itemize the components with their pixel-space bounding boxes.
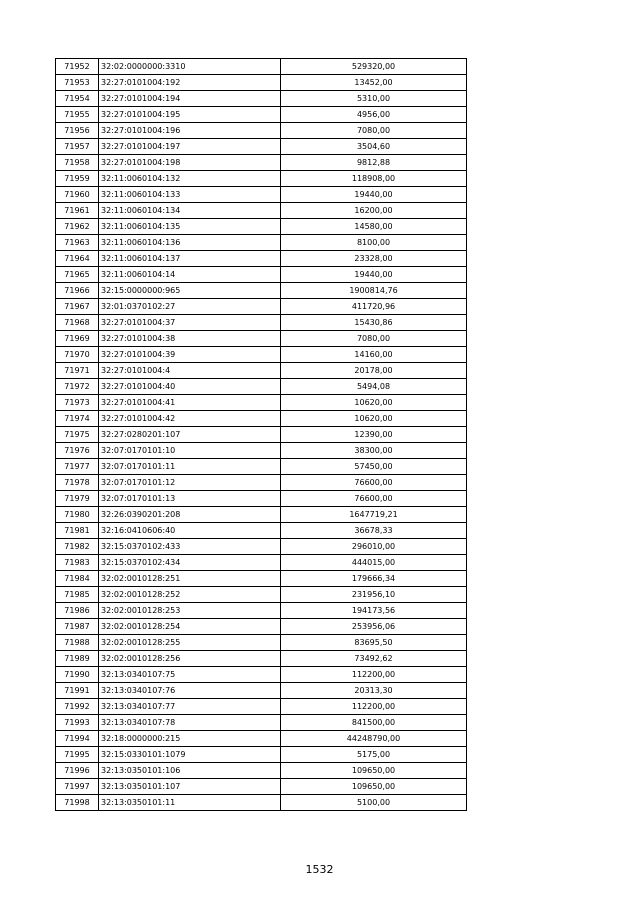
row-number-cell: 71957 <box>56 139 99 155</box>
table-row <box>56 731 467 747</box>
row-number-cell: 71970 <box>56 347 99 363</box>
cadastral-value-cell: 76600,00 <box>281 491 467 507</box>
row-number-cell: 71962 <box>56 219 99 235</box>
cadastral-value-cell: 3504,60 <box>281 139 467 155</box>
table-row <box>56 683 467 699</box>
table-row <box>56 619 467 635</box>
cadastral-value-cell: 231956,10 <box>281 587 467 603</box>
cadastral-value-cell: 83695,50 <box>281 635 467 651</box>
row-number-cell: 71972 <box>56 379 99 395</box>
table-row <box>56 587 467 603</box>
table-row <box>56 283 467 299</box>
table-row <box>56 187 467 203</box>
table-row <box>56 59 467 75</box>
cadastral-value-cell: 411720,96 <box>281 299 467 315</box>
row-number-cell: 71997 <box>56 779 99 795</box>
row-number-cell: 71967 <box>56 299 99 315</box>
table-row <box>56 235 467 251</box>
table-row <box>56 603 467 619</box>
row-number-cell: 71959 <box>56 171 99 187</box>
cadastral-number-cell: 32:15:0330101:1079 <box>99 747 281 763</box>
cadastral-number-cell: 32:07:0170101:12 <box>99 475 281 491</box>
table-row <box>56 747 467 763</box>
row-number-cell: 71971 <box>56 363 99 379</box>
cadastral-number-cell: 32:02:0010128:254 <box>99 619 281 635</box>
cadastral-number-cell: 32:11:0060104:133 <box>99 187 281 203</box>
table-row <box>56 667 467 683</box>
table-row <box>56 363 467 379</box>
cadastral-value-cell: 296010,00 <box>281 539 467 555</box>
cadastral-value-cell: 444015,00 <box>281 555 467 571</box>
cadastral-number-cell: 32:27:0101004:196 <box>99 123 281 139</box>
table-row <box>56 203 467 219</box>
cadastral-value-cell: 5310,00 <box>281 91 467 107</box>
cadastral-value-cell: 5175,00 <box>281 747 467 763</box>
cadastral-number-cell: 32:02:0010128:251 <box>99 571 281 587</box>
cadastral-value-cell: 841500,00 <box>281 715 467 731</box>
table-row <box>56 395 467 411</box>
table-row <box>56 347 467 363</box>
table-row <box>56 155 467 171</box>
row-number-cell: 71993 <box>56 715 99 731</box>
row-number-cell: 71998 <box>56 795 99 811</box>
row-number-cell: 71976 <box>56 443 99 459</box>
row-number-cell: 71963 <box>56 235 99 251</box>
row-number-cell: 71958 <box>56 155 99 171</box>
table-row <box>56 411 467 427</box>
table-row <box>56 763 467 779</box>
cadastral-number-cell: 32:13:0340107:77 <box>99 699 281 715</box>
cadastral-value-cell: 109650,00 <box>281 779 467 795</box>
table-row <box>56 299 467 315</box>
table-row <box>56 459 467 475</box>
table-row <box>56 75 467 91</box>
table-row <box>56 795 467 811</box>
page-number: 1532 <box>305 863 334 876</box>
cadastral-value-cell: 253956,06 <box>281 619 467 635</box>
cadastral-number-cell: 32:02:0010128:253 <box>99 603 281 619</box>
cadastral-number-cell: 32:13:0340107:75 <box>99 667 281 683</box>
cadastral-number-cell: 32:02:0010128:252 <box>99 587 281 603</box>
cadastral-number-cell: 32:11:0060104:136 <box>99 235 281 251</box>
table-row <box>56 539 467 555</box>
table-row <box>56 699 467 715</box>
cadastral-number-cell: 32:11:0060104:137 <box>99 251 281 267</box>
cadastral-value-cell: 5494,08 <box>281 379 467 395</box>
row-number-cell: 71977 <box>56 459 99 475</box>
row-number-cell: 71974 <box>56 411 99 427</box>
row-number-cell: 71992 <box>56 699 99 715</box>
cadastral-number-cell: 32:27:0101004:4 <box>99 363 281 379</box>
cadastral-value-cell: 1647719,21 <box>281 507 467 523</box>
row-number-cell: 71995 <box>56 747 99 763</box>
row-number-cell: 71966 <box>56 283 99 299</box>
cadastral-value-cell: 76600,00 <box>281 475 467 491</box>
table-row <box>56 475 467 491</box>
cadastral-value-cell: 19440,00 <box>281 267 467 283</box>
cadastral-value-cell: 112200,00 <box>281 699 467 715</box>
cadastral-number-cell: 32:07:0170101:13 <box>99 491 281 507</box>
cadastral-number-cell: 32:27:0101004:198 <box>99 155 281 171</box>
table-row <box>56 267 467 283</box>
cadastral-value-cell: 20313,30 <box>281 683 467 699</box>
cadastral-value-cell: 44248790,00 <box>281 731 467 747</box>
row-number-cell: 71973 <box>56 395 99 411</box>
cadastral-number-cell: 32:27:0101004:40 <box>99 379 281 395</box>
cadastral-value-cell: 109650,00 <box>281 763 467 779</box>
table-row <box>56 219 467 235</box>
row-number-cell: 71987 <box>56 619 99 635</box>
cadastral-value-cell: 23328,00 <box>281 251 467 267</box>
cadastral-number-cell: 32:15:0000000:965 <box>99 283 281 299</box>
cadastral-number-cell: 32:13:0350101:107 <box>99 779 281 795</box>
row-number-cell: 71968 <box>56 315 99 331</box>
row-number-cell: 71991 <box>56 683 99 699</box>
cadastral-value-cell: 15430,86 <box>281 315 467 331</box>
row-number-cell: 71954 <box>56 91 99 107</box>
cadastral-value-cell: 10620,00 <box>281 411 467 427</box>
row-number-cell: 71961 <box>56 203 99 219</box>
cadastral-number-cell: 32:18:0000000:215 <box>99 731 281 747</box>
row-number-cell: 71956 <box>56 123 99 139</box>
row-number-cell: 71984 <box>56 571 99 587</box>
row-number-cell: 71955 <box>56 107 99 123</box>
cadastral-value-cell: 12390,00 <box>281 427 467 443</box>
row-number-cell: 71960 <box>56 187 99 203</box>
cadastral-number-cell: 32:27:0101004:197 <box>99 139 281 155</box>
cadastral-value-cell: 112200,00 <box>281 667 467 683</box>
row-number-cell: 71990 <box>56 667 99 683</box>
cadastral-number-cell: 32:27:0101004:38 <box>99 331 281 347</box>
row-number-cell: 71952 <box>56 59 99 75</box>
cadastral-value-cell: 36678,33 <box>281 523 467 539</box>
cadastral-number-cell: 32:13:0350101:106 <box>99 763 281 779</box>
table-row <box>56 331 467 347</box>
row-number-cell: 71979 <box>56 491 99 507</box>
cadastral-number-cell: 32:16:0410606:40 <box>99 523 281 539</box>
table-row <box>56 315 467 331</box>
cadastral-number-cell: 32:11:0060104:14 <box>99 267 281 283</box>
cadastral-number-cell: 32:13:0350101:11 <box>99 795 281 811</box>
table-row <box>56 555 467 571</box>
cadastral-number-cell: 32:07:0170101:11 <box>99 459 281 475</box>
cadastral-value-cell: 16200,00 <box>281 203 467 219</box>
cadastral-value-cell: 5100,00 <box>281 795 467 811</box>
cadastral-number-cell: 32:27:0101004:195 <box>99 107 281 123</box>
cadastral-number-cell: 32:27:0101004:39 <box>99 347 281 363</box>
table-row <box>56 651 467 667</box>
table-row <box>56 443 467 459</box>
table-row <box>56 251 467 267</box>
cadastral-number-cell: 32:27:0280201:107 <box>99 427 281 443</box>
cadastral-number-cell: 32:15:0370102:434 <box>99 555 281 571</box>
row-number-cell: 71953 <box>56 75 99 91</box>
cadastral-value-cell: 13452,00 <box>281 75 467 91</box>
table-row <box>56 123 467 139</box>
cadastral-value-cell: 19440,00 <box>281 187 467 203</box>
cadastral-value-cell: 1900814,76 <box>281 283 467 299</box>
cadastral-value-cell: 73492,62 <box>281 651 467 667</box>
row-number-cell: 71996 <box>56 763 99 779</box>
cadastral-number-cell: 32:02:0000000:3310 <box>99 59 281 75</box>
row-number-cell: 71981 <box>56 523 99 539</box>
table-row <box>56 491 467 507</box>
cadastral-number-cell: 32:26:0390201:208 <box>99 507 281 523</box>
cadastral-number-cell: 32:11:0060104:132 <box>99 171 281 187</box>
table-row <box>56 171 467 187</box>
cadastral-value-cell: 529320,00 <box>281 59 467 75</box>
table-row <box>56 715 467 731</box>
cadastral-value-cell: 7080,00 <box>281 331 467 347</box>
cadastral-value-cell: 118908,00 <box>281 171 467 187</box>
cadastral-number-cell: 32:07:0170101:10 <box>99 443 281 459</box>
cadastral-value-cell: 179666,34 <box>281 571 467 587</box>
table-body <box>56 59 467 811</box>
row-number-cell: 71989 <box>56 651 99 667</box>
cadastral-number-cell: 32:11:0060104:134 <box>99 203 281 219</box>
cadastral-number-cell: 32:15:0370102:433 <box>99 539 281 555</box>
cadastral-value-cell: 38300,00 <box>281 443 467 459</box>
table-row <box>56 507 467 523</box>
table-row <box>56 427 467 443</box>
row-number-cell: 71978 <box>56 475 99 491</box>
cadastral-number-cell: 32:13:0340107:76 <box>99 683 281 699</box>
cadastral-value-cell: 10620,00 <box>281 395 467 411</box>
cadastral-number-cell: 32:02:0010128:256 <box>99 651 281 667</box>
row-number-cell: 71994 <box>56 731 99 747</box>
cadastral-value-cell: 8100,00 <box>281 235 467 251</box>
row-number-cell: 71969 <box>56 331 99 347</box>
cadastral-number-cell: 32:02:0010128:255 <box>99 635 281 651</box>
cadastral-number-cell: 32:27:0101004:192 <box>99 75 281 91</box>
cadastral-value-cell: 20178,00 <box>281 363 467 379</box>
cadastral-value-cell: 7080,00 <box>281 123 467 139</box>
row-number-cell: 71975 <box>56 427 99 443</box>
cadastral-value-cell: 4956,00 <box>281 107 467 123</box>
cadastral-number-cell: 32:27:0101004:42 <box>99 411 281 427</box>
cadastral-value-cell: 194173,56 <box>281 603 467 619</box>
cadastral-number-cell: 32:27:0101004:41 <box>99 395 281 411</box>
row-number-cell: 71983 <box>56 555 99 571</box>
table-row <box>56 139 467 155</box>
table-row <box>56 107 467 123</box>
cadastral-value-cell: 57450,00 <box>281 459 467 475</box>
table-row <box>56 523 467 539</box>
table-row <box>56 379 467 395</box>
table-row <box>56 91 467 107</box>
row-number-cell: 71980 <box>56 507 99 523</box>
cadastral-number-cell: 32:27:0101004:37 <box>99 315 281 331</box>
row-number-cell: 71964 <box>56 251 99 267</box>
row-number-cell: 71982 <box>56 539 99 555</box>
cadastral-number-cell: 32:11:0060104:135 <box>99 219 281 235</box>
cadastral-value-cell: 14580,00 <box>281 219 467 235</box>
cadastral-value-cell: 14160,00 <box>281 347 467 363</box>
row-number-cell: 71988 <box>56 635 99 651</box>
cadastral-value-table <box>55 58 467 811</box>
cadastral-number-cell: 32:27:0101004:194 <box>99 91 281 107</box>
cadastral-value-cell: 9812,88 <box>281 155 467 171</box>
table-row <box>56 571 467 587</box>
row-number-cell: 71985 <box>56 587 99 603</box>
cadastral-number-cell: 32:01:0370102:27 <box>99 299 281 315</box>
cadastral-number-cell: 32:13:0340107:78 <box>99 715 281 731</box>
table-row <box>56 779 467 795</box>
row-number-cell: 71986 <box>56 603 99 619</box>
table-row <box>56 635 467 651</box>
row-number-cell: 71965 <box>56 267 99 283</box>
